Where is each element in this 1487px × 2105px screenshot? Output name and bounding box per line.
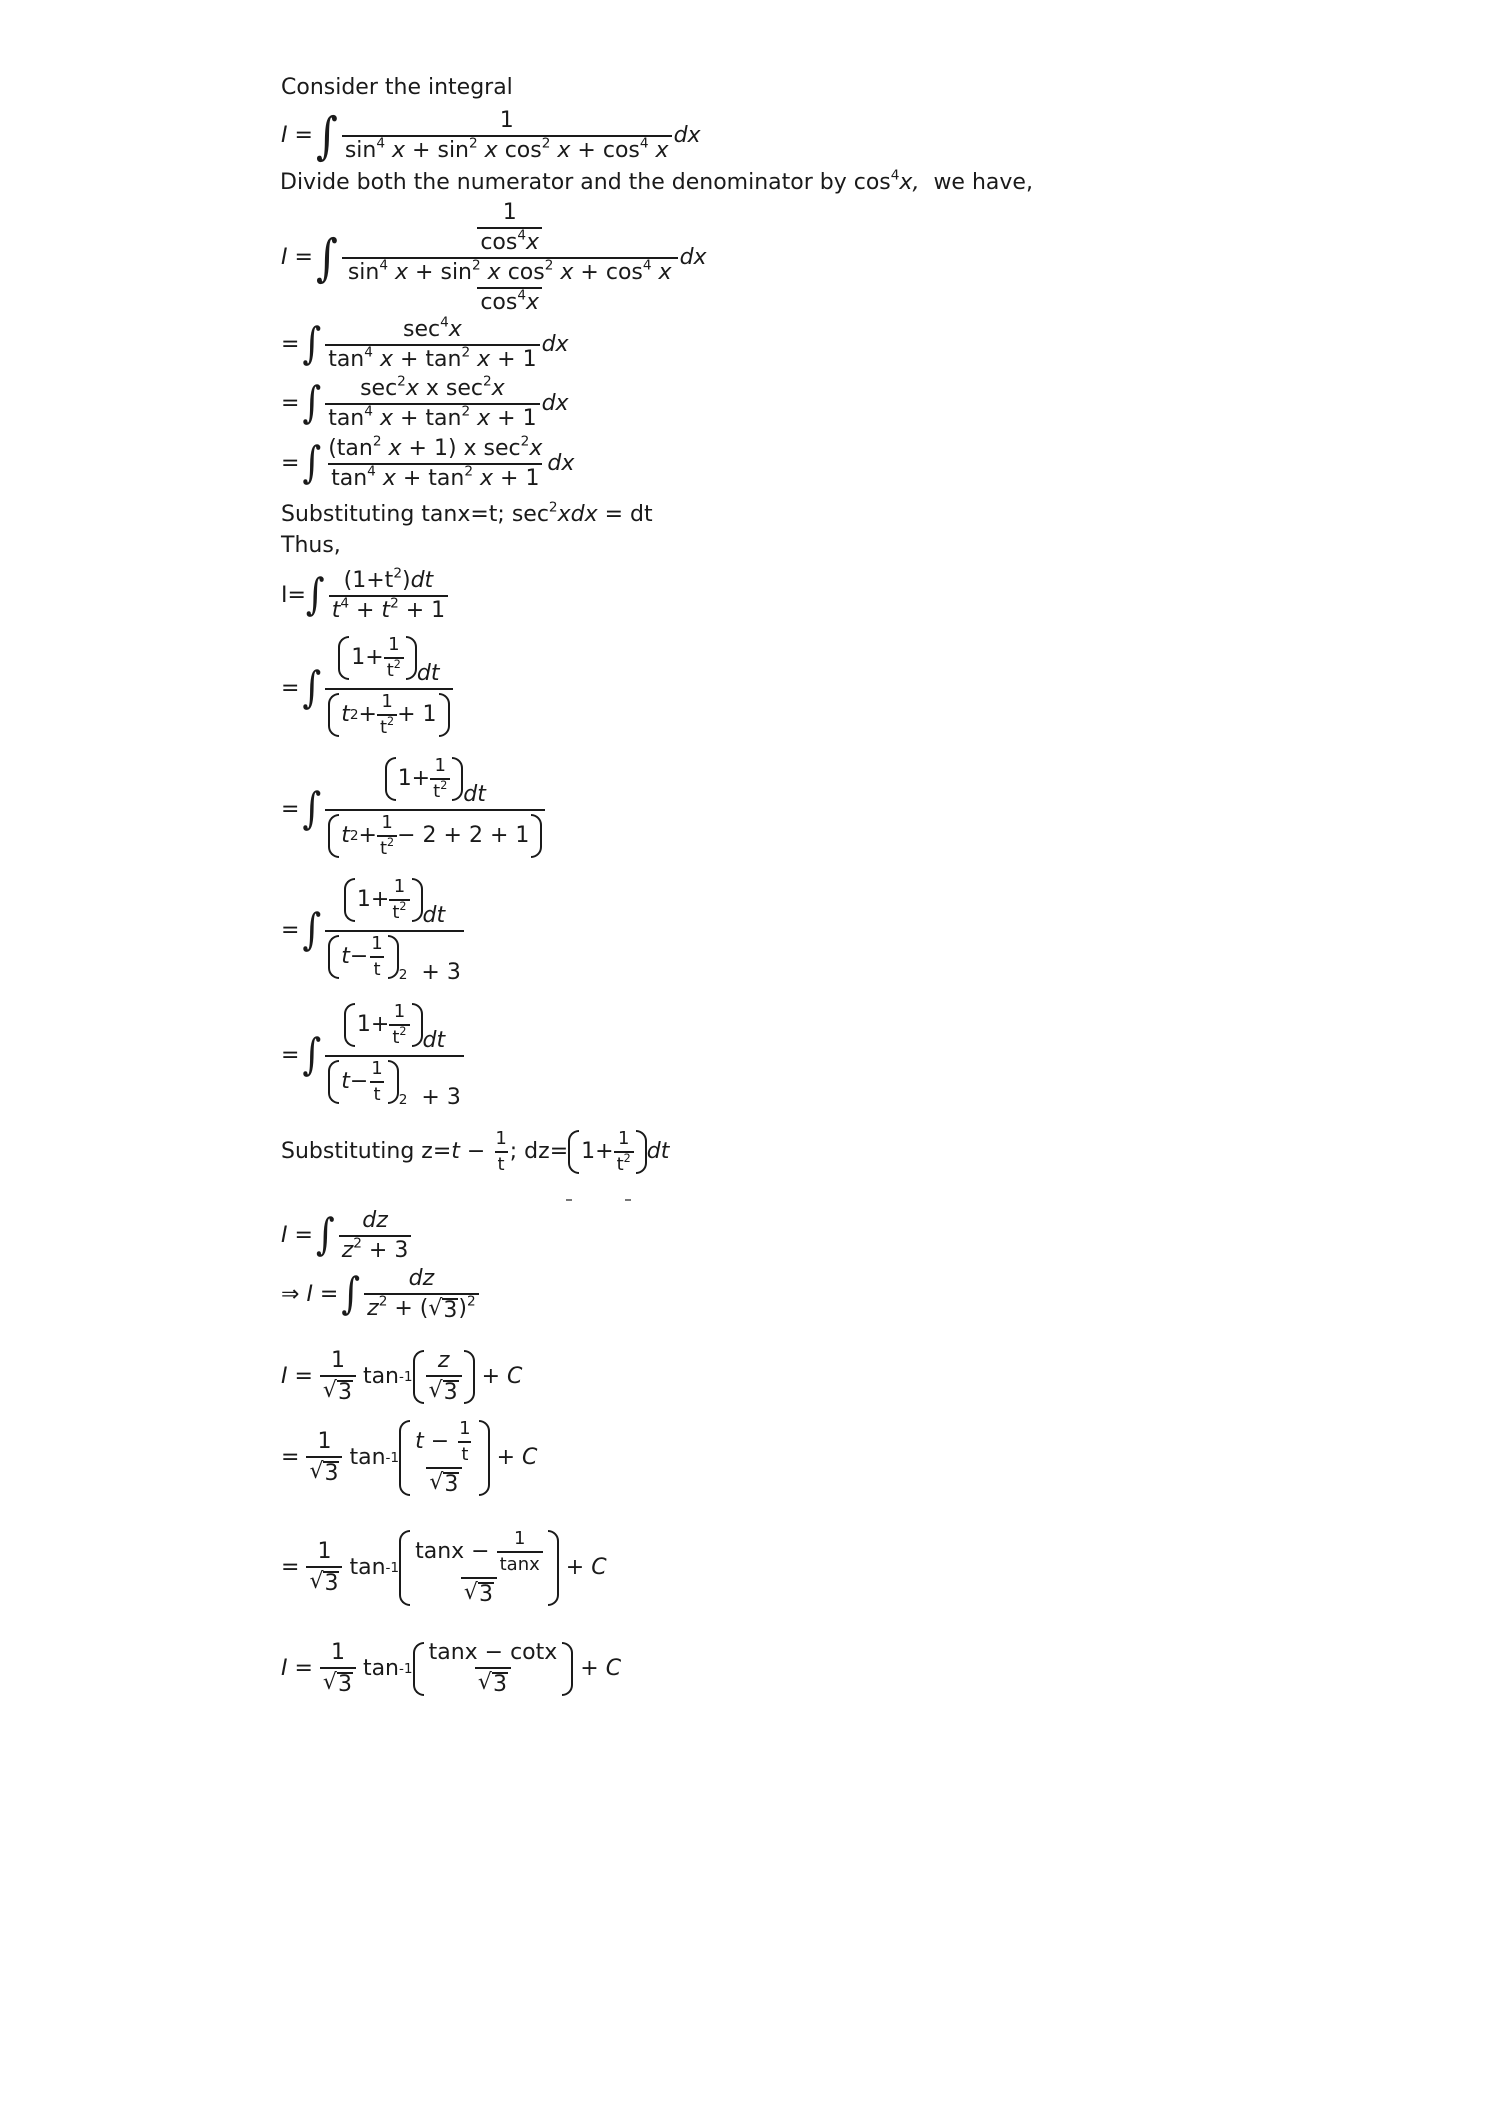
equation-complete-square: = ∫ 1+ $\frac{1}{t^2}$ dt t 2 + $\frac{1}{t^2}$ − 2 + 2 + 1 — [281, 757, 545, 863]
equation-divided: I = ∫ $\frac{\frac{1}{\cos^4x}}{\frac{\sin^4 x + \sin^2 x \cos^2 x + \cos^4 x}{\cos^4x}}$ dx — [281, 200, 707, 315]
equation-tan2-plus-1: = ∫ $\frac{(\tan^2 x + 1) x \sec^2x}{\tan^4 x + \tan^2 x + 1}$ dx — [281, 433, 575, 491]
integral-sign: ∫ — [302, 438, 322, 488]
thus-text: Thus, — [281, 533, 341, 558]
integral-sign: ∫ — [302, 905, 322, 955]
equation-arctan-z: I = 1 √ 3 tan -1 z √ 3 + C — [281, 1348, 523, 1405]
integral-sign: ∫ — [302, 319, 322, 369]
integral-sign: ∫ — [315, 228, 338, 287]
equation-arctan-t: = 1 √ 3 tan -1 t − $\frac{1}{t}$ √ 3 + C — [281, 1418, 538, 1497]
integral-sign: ∫ — [302, 1030, 322, 1080]
equation-divide-t2: = ∫ 1+ $\frac{1}{t^2}$ dt t 2 + $\frac{1}{t^2}$ + 1 — [281, 636, 453, 742]
equation-squared-form-2: = ∫ 1+ $\frac{1}{t^2}$ dt t − $\frac{1}{t}$ 2 + 3 — [281, 1003, 464, 1109]
stray-mark — [625, 1199, 631, 1201]
equation-z-form: I = ∫ $\frac{dz}{z^2 + 3}$ — [281, 1210, 411, 1262]
integral-sign: ∫ — [305, 570, 325, 620]
integral-sign: ∫ — [315, 106, 338, 165]
compound-fraction: $\frac{\frac{1}{\cos^4x}}{\frac{\sin^4 x + \sin^2 x \cos^2 x + \cos^4 x}{\cos^4x}}$ — [342, 202, 678, 314]
equation-integral-definition: I = ∫ $\frac{1}{\sin^4 x + \sin^2 x \cos^2 x + \cos^4 x}$ dx — [281, 106, 701, 165]
equation-z-sqrt3: ⇒ I = ∫ dz $z^2$ + ( √ 3 )$^2$ — [281, 1268, 479, 1322]
equation-squared-form-1: = ∫ 1+ $\frac{1}{t^2}$ dt t − $\frac{1}{t}$ 2 + 3 — [281, 878, 464, 984]
equation-sec2-sec2: = ∫ $\frac{\sec^2x x \sec^2x}{\tan^4 x + \tan^2 x + 1}$ dx — [281, 373, 569, 431]
fraction: $\frac{1}{\sin^4 x + \sin^2 x \cos^2 x + \cos^4 x}$ — [342, 110, 672, 162]
integral-sign: ∫ — [302, 378, 322, 428]
equation-final-answer: I = 1 √ 3 tan -1 tanx − cotx √ 3 + C — [281, 1640, 622, 1697]
integral-sign: ∫ — [302, 784, 322, 834]
intro-text: Consider the integral — [281, 75, 513, 100]
stray-mark — [566, 1199, 572, 1201]
substitution-1-text: Substituting tanx=t; $\sec^2xdx$ = dt — [281, 499, 653, 527]
equation-arctan-tanx: = 1 √ 3 tan -1 tanx − $\frac{1}{\tan x}$ √ 3 + C — [281, 1528, 607, 1607]
divide-text: Divide both the numerator and the denominator by $\cos^4x$, we have, — [280, 167, 1033, 195]
substitution-2-text: Substituting z= t − $\frac{1}{t}$ ; dz= 1+ $\frac{1}{t^2}$ dt — [281, 1128, 670, 1175]
equation-t-form: I= ∫ $\frac{(1+t^2)dt}{t^4 + t^2 + 1}$ — [281, 570, 448, 622]
integral-sign: ∫ — [315, 1210, 335, 1260]
integral-sign: ∫ — [341, 1269, 361, 1319]
equation-sec4: = ∫ $\frac{\sec^4x}{\tan^4 x + \tan^2 x + 1}$ dx — [281, 314, 569, 372]
integral-sign: ∫ — [302, 663, 322, 713]
